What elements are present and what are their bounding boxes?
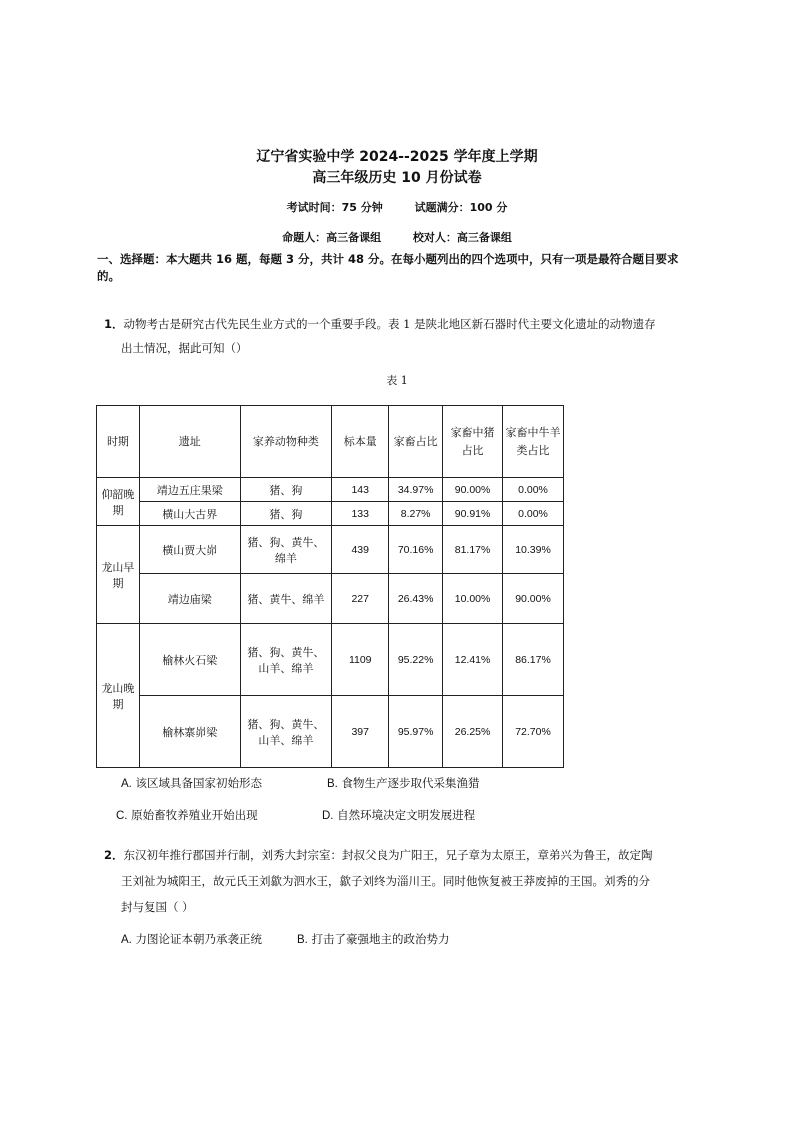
exam-title-line1: 辽宁省实验中学 2024--2025 学年度上学期 <box>256 149 538 165</box>
option-label: A. <box>121 934 132 946</box>
livestock-cell: 95.22% <box>389 624 443 696</box>
sample-cell: 143 <box>332 478 389 502</box>
site-cell: 榆林火石梁 <box>139 624 240 696</box>
site-cell: 横山贾大峁 <box>139 526 240 574</box>
header-sample-size: 标本量 <box>332 406 389 478</box>
question-1-text-1: 动物考古是研究古代先民生业方式的一个重要手段。表 1 是陕北地区新石器时代主要文化遗址的动物遗存 <box>123 317 656 331</box>
livestock-cell: 95.97% <box>389 696 443 768</box>
cattle-sheep-cell: 10.39% <box>503 526 564 574</box>
animals-cell: 猪、狗 <box>240 478 332 502</box>
animals-cell: 猪、狗、黄牛、山羊、绵羊 <box>240 696 332 768</box>
option-label: B. <box>297 934 308 946</box>
cattle-sheep-cell: 72.70% <box>503 696 564 768</box>
header-pig-share: 家畜中猪占比 <box>443 406 503 478</box>
cattle-sheep-cell: 0.00% <box>503 502 564 526</box>
pig-cell: 10.00% <box>443 574 503 624</box>
cattle-sheep-cell: 0.00% <box>503 478 564 502</box>
table-caption: 表 1 <box>386 374 408 387</box>
option-text: 打击了豪强地主的政治势力 <box>311 932 450 946</box>
option-text: 原始畜牧养殖业开始出现 <box>131 808 258 822</box>
pig-cell: 81.17% <box>443 526 503 574</box>
livestock-cell: 34.97% <box>389 478 443 502</box>
header-site: 遗址 <box>139 406 240 478</box>
fauna-remains-table <box>96 405 564 768</box>
animals-cell: 猪、狗、黄牛、山羊、绵羊 <box>240 624 332 696</box>
question-1-number: 1． <box>104 317 124 331</box>
option-label: A. <box>121 778 132 790</box>
animals-cell: 猪、狗、黄牛、绵羊 <box>240 526 332 574</box>
option-label: B. <box>327 778 338 790</box>
period-cell: 龙山晚期 <box>97 624 140 768</box>
question-1-text-2: 出土情况，据此可知（） <box>121 341 248 355</box>
pig-cell: 90.91% <box>443 502 503 526</box>
header-animal-types: 家养动物种类 <box>240 406 332 478</box>
sample-cell: 227 <box>332 574 389 624</box>
question-2-text-3: 封与复国（ ） <box>121 900 194 914</box>
cattle-sheep-cell: 86.17% <box>503 624 564 696</box>
site-cell: 横山大古界 <box>139 502 240 526</box>
table-row <box>97 624 564 696</box>
option-text: 自然环境决定文明发展进程 <box>337 808 476 822</box>
livestock-cell: 70.16% <box>389 526 443 574</box>
cattle-sheep-cell: 90.00% <box>503 574 564 624</box>
q2-option-a[interactable] <box>121 931 262 947</box>
exam-info-line <box>0 199 794 215</box>
option-label: C. <box>116 810 128 822</box>
option-text: 食物生产逐步取代采集渔猎 <box>341 776 480 790</box>
author-line <box>0 229 794 245</box>
pig-cell: 12.41% <box>443 624 503 696</box>
table-row <box>97 526 564 574</box>
q2-option-b[interactable] <box>297 931 450 947</box>
option-text: 力图论证本朝乃承袭正统 <box>135 932 263 946</box>
pig-cell: 26.25% <box>443 696 503 768</box>
livestock-cell: 8.27% <box>389 502 443 526</box>
table-header-row <box>97 406 564 478</box>
livestock-cell: 26.43% <box>389 574 443 624</box>
table-row <box>97 696 564 768</box>
option-text: 该区域具备国家初始形态 <box>135 776 263 790</box>
exam-title-line2: 高三年级历史 10 月份试卷 <box>312 170 482 186</box>
exam-time: 考试时间：75 分钟 <box>286 201 383 214</box>
q1-option-a[interactable] <box>121 775 262 791</box>
question-1-line1 <box>104 312 704 336</box>
question-2-line1 <box>104 843 704 867</box>
sample-cell: 1109 <box>332 624 389 696</box>
sample-cell: 397 <box>332 696 389 768</box>
question-2-number: 2． <box>104 848 124 862</box>
site-cell: 靖边五庄果梁 <box>139 478 240 502</box>
question-2-text-1: 东汉初年推行郡国并行制，刘秀大封宗室：封叔父良为广阳王，兄子章为太原王，章弟兴为鲁王，故定陶 <box>123 848 653 862</box>
site-cell: 靖边庙梁 <box>139 574 240 624</box>
table-row <box>97 574 564 624</box>
sample-cell: 133 <box>332 502 389 526</box>
section-heading: 一、选择题：本大题共 16 题，每题 3 分，共计 48 分。在每小题列出的四个选项中，只有一项是最符合题目要求的。 <box>97 252 679 283</box>
site-cell: 榆林寨峁梁 <box>139 696 240 768</box>
q1-option-b[interactable] <box>327 775 480 791</box>
animals-cell: 猪、狗 <box>240 502 332 526</box>
period-cell: 龙山早期 <box>97 526 140 624</box>
header-period: 时期 <box>97 406 140 478</box>
option-label: D. <box>322 810 334 822</box>
proofreader: 校对人：高三备课组 <box>412 231 512 244</box>
header-cattle-sheep-share: 家畜中牛羊类占比 <box>503 406 564 478</box>
question-2-text-2: 王刘祉为城阳王，故元氏王刘歙为泗水王，歙子刘终为淄川王。同时他恢复被王莽废掉的王国。刘秀的分 <box>121 874 650 888</box>
full-score: 试题满分：100 分 <box>414 201 508 214</box>
pig-cell: 90.00% <box>443 478 503 502</box>
q1-option-d[interactable] <box>322 807 475 823</box>
animals-cell: 猪、黄牛、绵羊 <box>240 574 332 624</box>
table-row <box>97 478 564 502</box>
period-cell: 仰韶晚期 <box>97 478 140 526</box>
sample-cell: 439 <box>332 526 389 574</box>
q1-option-c[interactable] <box>116 807 258 823</box>
table-row <box>97 502 564 526</box>
header-livestock-share: 家畜占比 <box>389 406 443 478</box>
question-setter: 命题人：高三备课组 <box>282 231 382 244</box>
